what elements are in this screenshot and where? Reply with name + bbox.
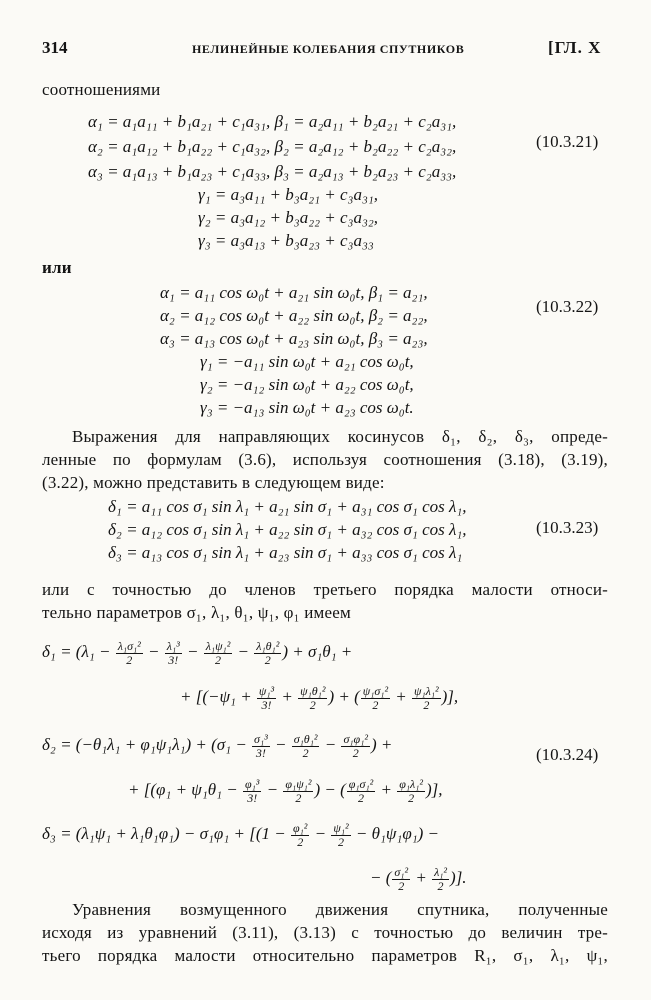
equation-line: δ₂ = a₁₂ cos σ₁ sin λ₁ + a₂₂ sin σ₁ + a₃₂ cos σ₁ cos λ₁, [108,520,467,539]
denominator: 2 [309,697,316,712]
numerator: ψ₁θ₁² [300,684,326,698]
equation-line: γ₂ = −a₁₂ sin ω₀t + a₂₂ cos ω₀t, [200,375,414,394]
numerator: λ₁³ [166,639,180,653]
denominator: 2 [352,745,359,760]
equation-number: (10.3.21) [536,132,599,151]
term: + [391,687,412,706]
numerator: φ₁² [292,821,308,835]
term: ) + ( [328,687,360,706]
fraction [257,685,276,711]
equation-line: γ₁ = −a₁₁ sin ω₀t + a₂₁ cos ω₀t, [200,352,414,371]
denominator: 2 [358,790,364,805]
term: − [310,824,331,843]
term: )]. [450,868,467,887]
fraction [392,866,410,892]
term: + [411,868,432,887]
term: − [182,642,203,661]
equation-line-delta3-cont [370,866,467,892]
fraction [254,640,281,666]
denominator: 2 [126,652,133,667]
term: ) + σ₁θ₁ + [282,642,353,661]
term: δ₃ = (λ₁ψ₁ + λ₁θ₁φ₁) − σ₁φ₁ + [(1 − [42,824,290,843]
denominator: 2 [338,834,344,849]
term: + [376,780,397,799]
text-line: Выражения для направляющих косинусов δ₁, δ₂, δ₃, опреде- [72,427,608,446]
equation-line: α₂ = a₁a₁₂ + b₁a₂₂ + c₁a₃₂, β₂ = a₂a₁₂ + b₂a₂₂ + c₂a₃₂, [88,137,457,156]
fraction [165,640,182,666]
numerator: φ₁λ₁² [399,777,424,791]
term: − [233,642,254,661]
fraction [116,640,143,666]
denominator: 2 [423,697,430,712]
term: + [(φ₁ + ψ₁θ₁ − [128,780,242,799]
fraction [292,733,320,759]
term: ) − ( [314,780,346,799]
chapter-label: [ГЛ. X [548,38,602,57]
denominator: 2 [264,652,271,667]
fraction [432,866,449,892]
term: − θ₁ψ₁φ₁) − [351,824,440,843]
equation-number: (10.3.23) [536,518,599,537]
text-line: или с точностью до членов третьего порядка малости относи- [42,580,608,599]
text-line: ленные по формулам (3.6), используя соотношения (3.18), (3.19), [42,450,608,469]
term: ) + [370,735,393,754]
term: − ( [370,868,392,887]
term: − [270,735,291,754]
equation-line: γ₃ = −a₁₃ sin ω₀t + a₂₃ cos ω₀t. [200,398,414,417]
equation-line-delta1 [42,640,352,666]
denominator: 2 [295,790,302,805]
or-word: или [42,258,72,277]
fraction [341,733,370,759]
numerator: λ₁ψ₁² [205,639,231,653]
numerator: λ₁θ₁² [256,639,280,653]
equation-line: γ₂ = a₃a₁₂ + b₃a₂₂ + c₃a₃₂, [198,208,379,227]
text-line: (3.22), можно представить в следующем виде: [42,473,385,492]
fraction [397,778,425,804]
numerator: ψ₁² [333,821,349,835]
fraction [243,778,261,804]
term: − [320,735,341,754]
term: − [143,642,164,661]
equation-line-delta2-cont [128,778,443,804]
fraction [298,685,327,711]
fraction [283,778,313,804]
denominator: 3! [247,790,258,805]
denominator: 2 [372,697,379,712]
denominator: 3! [255,745,266,760]
term: + [(−ψ₁ + [180,687,256,706]
term: δ₂ = (−θ₁λ₁ + φ₁ψ₁λ₁) + (σ₁ − [42,735,252,754]
equation-line: δ₃ = a₁₃ cos σ₁ sin λ₁ + a₂₃ sin σ₁ + a₃₃ cos σ₁ cos λ₁ [108,543,463,562]
equation-line: α₂ = a₁₂ cos ω₀t + a₂₂ sin ω₀t, β₂ = a₂₂, [160,306,428,325]
equation-line-delta2 [42,733,392,759]
text-line: Уравнения возмущенного движения спутника, полученные [72,900,608,919]
term: δ₁ = [42,642,76,661]
fraction [347,778,376,804]
text-line: тьего порядка малости относительно параметров R₁, σ₁, λ₁, ψ₁, [42,946,608,965]
denominator: 2 [437,878,444,893]
equation-line: α₃ = a₁₃ cos ω₀t + a₂₃ sin ω₀t, β₃ = a₂₃, [160,329,428,348]
numerator: σ₁² [394,865,409,879]
term: (λ₁ − [75,642,115,661]
denominator: 2 [398,878,405,893]
intro-text: соотношениями [42,80,161,99]
denominator: 3! [261,697,272,712]
numerator: σ₁θ₁² [293,732,318,746]
text-line: тельно параметров σ₁, λ₁, θ₁, ψ₁, φ₁ имеем [42,603,351,622]
denominator: 3! [168,652,179,667]
equation-line: γ₃ = a₃a₁₃ + b₃a₂₃ + c₃a₃₃ [198,231,374,250]
numerator: φ₁σ₁² [348,777,374,791]
equation-line-delta1-cont [180,685,458,711]
numerator: λ₁² [434,865,448,879]
numerator: ψ₁λ₁² [414,684,439,698]
equation-line: δ₁ = a₁₁ cos σ₁ sin λ₁ + a₂₁ sin σ₁ + a₃₁ cos σ₁ cos λ₁, [108,497,467,516]
term: + [277,687,298,706]
numerator: σ₁φ₁² [343,732,368,746]
equation-number: (10.3.24) [536,745,599,764]
equation-line-delta3 [42,822,439,848]
equation-line: α₃ = a₁a₁₃ + b₁a₂₃ + c₁a₃₃, β₃ = a₂a₁₃ + b₂a₂₃ + c₂a₃₃, [88,162,457,181]
term: )], [441,687,459,706]
fraction [252,733,270,759]
equation-line: α₁ = a₁a₁₁ + b₁a₂₁ + c₁a₃₁, β₁ = a₂a₁₁ + b₂a₂₁ + c₂a₃₁, [88,112,457,131]
denominator: 2 [297,834,304,849]
fraction [291,822,309,848]
term: )], [426,780,443,799]
term: − [262,780,283,799]
equation-number: (10.3.22) [536,297,599,316]
fraction [412,685,441,711]
numerator: φ₁³ [245,777,260,791]
equation-line: γ₁ = a₃a₁₁ + b₃a₂₁ + c₃a₃₁, [198,185,379,204]
denominator: 2 [408,790,415,805]
page-number: 314 [42,38,68,57]
fraction [204,640,233,666]
denominator: 2 [302,745,309,760]
numerator: λ₁σ₁² [117,639,141,653]
equation-line: α₁ = a₁₁ cos ω₀t + a₂₁ sin ω₀t, β₁ = a₂₁, [160,283,428,302]
numerator: ψ₁³ [258,684,275,698]
numerator: ψ₁σ₁² [362,684,389,698]
running-title: НЕЛИНЕЙНЫЕ КОЛЕБАНИЯ СПУТНИКОВ [192,42,465,56]
denominator: 2 [215,652,221,667]
fraction [361,685,390,711]
text-line: исходя из уравнений (3.11), (3.13) с точностью до величин тре- [42,923,608,942]
numerator: σ₁³ [254,732,268,746]
numerator: φ₁ψ₁² [285,777,312,791]
fraction [331,822,350,848]
